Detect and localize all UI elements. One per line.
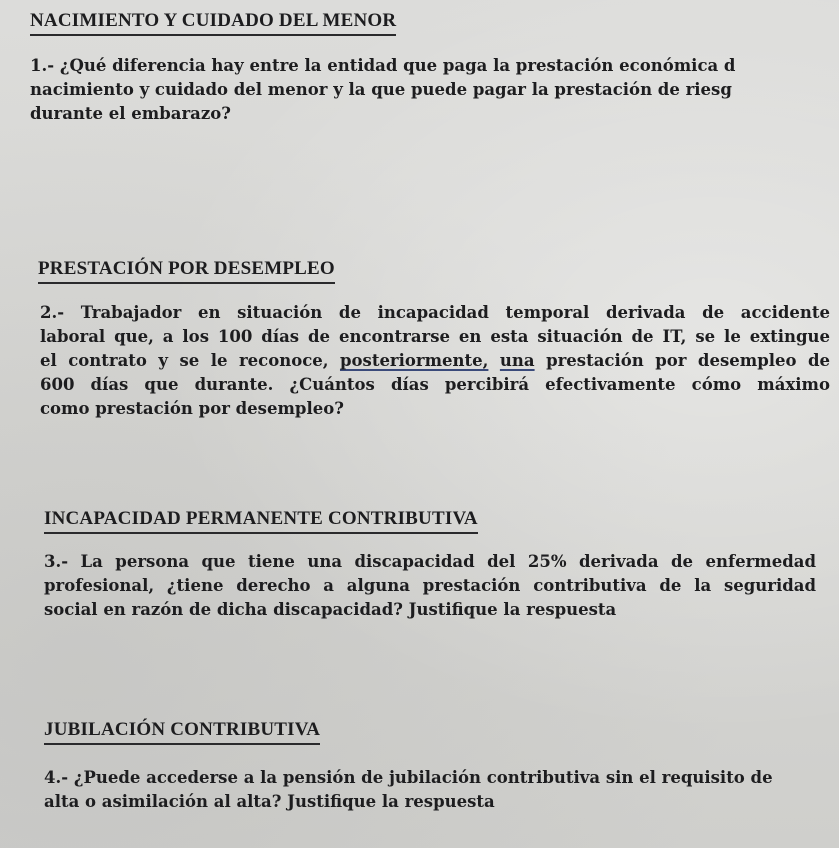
question-2-line-5: como prestación por desempleo?: [40, 399, 344, 418]
question-3-line-2: profesional, ¿tiene derecho a alguna prestación contributiva de la seguridad: [44, 576, 816, 595]
question-4: [44, 766, 804, 814]
question-2: [40, 301, 830, 421]
question-4-line-1: 4.- ¿Puede accederse a la pensión de jubilación contributiva sin el requisito de: [44, 768, 773, 787]
question-3-line-3: social en razón de dicha discapacidad? Justifique la respuesta: [44, 600, 617, 619]
section-heading-incapacidad: INCAPACIDAD PERMANENTE CONTRIBUTIVA: [44, 508, 478, 534]
section-heading-jubilacion: JUBILACIÓN CONTRIBUTIVA: [44, 719, 320, 745]
question-1-line-3: durante el embarazo?: [30, 104, 231, 123]
question-1-line-2: nacimiento y cuidado del menor y la que puede pagar la prestación de riesg: [30, 80, 732, 99]
underlined-una: una: [499, 351, 535, 370]
question-1: [30, 54, 839, 126]
question-4-line-2: alta o asimilación al alta? Justifique la respuesta: [44, 792, 495, 811]
question-2-line-3-start: el contrato y se le reconoce,: [40, 351, 329, 370]
underlined-posteriormente: posteriormente,: [339, 351, 489, 370]
question-2-line-3: [40, 349, 830, 373]
section-heading-nacimiento: NACIMIENTO Y CUIDADO DEL MENOR: [30, 10, 396, 36]
question-1-line-1: 1.- ¿Qué diferencia hay entre la entidad que paga la prestación económica d: [30, 56, 736, 75]
question-2-line-4: 600 días que durante. ¿Cuántos días percibirá efectivamente cómo máximo: [40, 375, 830, 394]
question-2-line-3-end: prestación por desempleo de: [546, 351, 831, 370]
question-2-line-2: laboral que, a los 100 días de encontrarse en esta situación de IT, se le extingue: [40, 327, 830, 346]
question-2-line-1: 2.- Trabajador en situación de incapacidad temporal derivada de accidente: [40, 303, 830, 322]
section-heading-desempleo: PRESTACIÓN POR DESEMPLEO: [38, 258, 335, 284]
question-3-line-1: 3.- La persona que tiene una discapacidad del 25% derivada de enfermedad: [44, 552, 816, 571]
question-3: [44, 550, 816, 622]
